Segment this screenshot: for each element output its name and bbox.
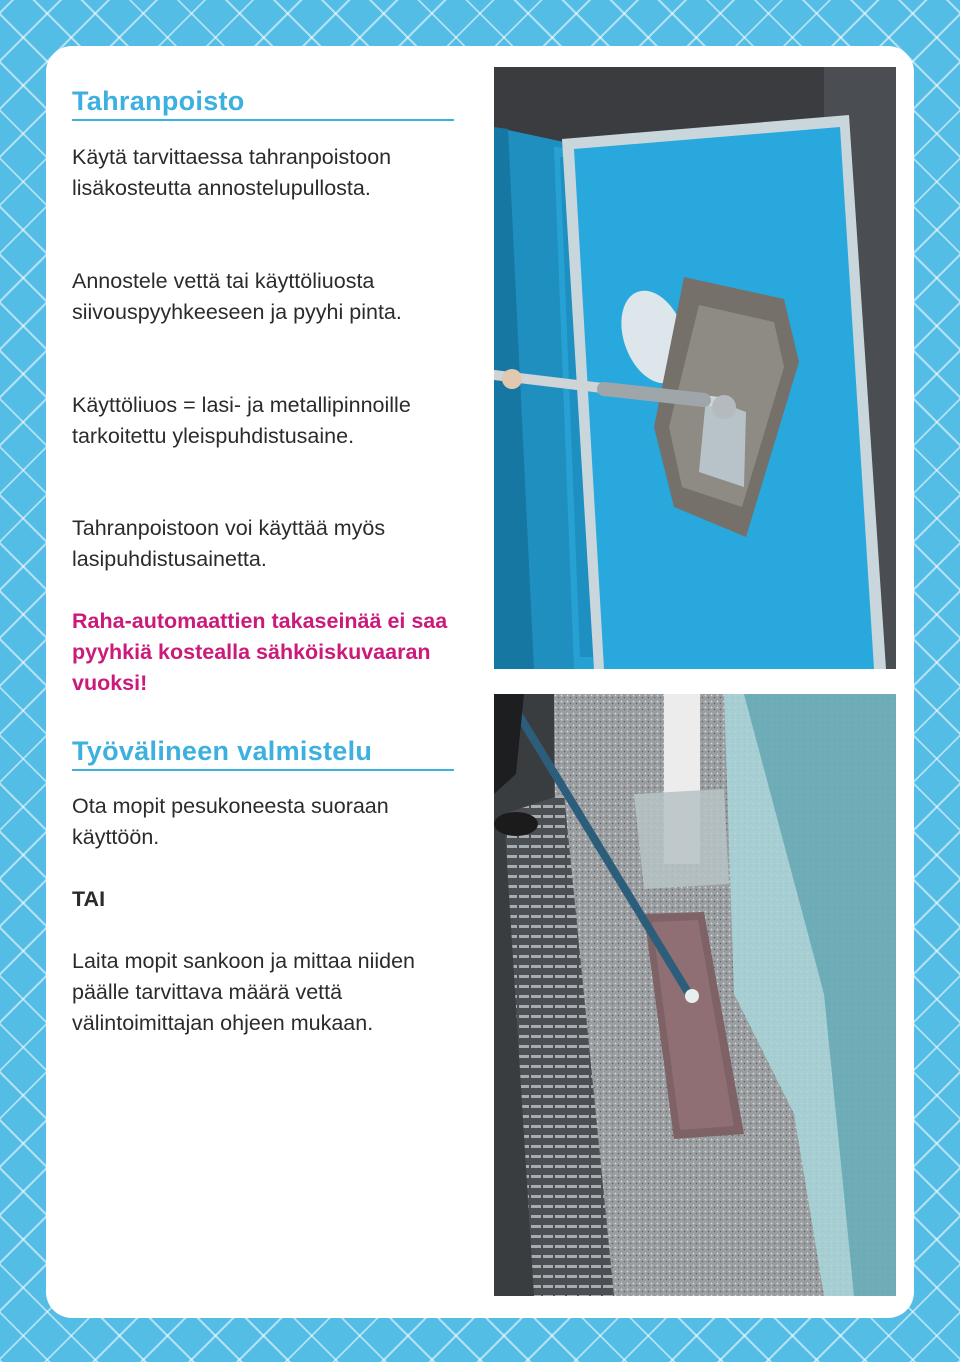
- paragraph-mops-bucket: Laita mopit sankoon ja mittaa niiden päälle tarvittava määrä vettä välintoimittajan ohjeen mukaan.: [72, 949, 416, 1035]
- section-title-tool-preparation: Työvälineen valmistelu: [72, 736, 454, 771]
- paragraph-glass-cleaner: Tahranpoistoon voi käyttää myös lasipuhdistusainetta.: [72, 516, 386, 571]
- section-title-stain-removal: Tahranpoisto: [72, 86, 454, 121]
- photo-floor-mopping: [494, 694, 896, 1296]
- paragraph-solution-definition: Käyttöliuos = lasi- ja metallipinnoille tarkoitettu yleispuhdistusaine.: [72, 393, 411, 448]
- photo-atm-panel-cleaning: [494, 67, 896, 669]
- paragraph-mops-direct: Ota mopit pesukoneesta suoraan käyttöön.: [72, 794, 389, 849]
- warning-atm-shock: Raha-automaattien takaseinää ei saa pyyhkiä kostealla sähköiskuvaaran vuoksi!: [72, 609, 448, 695]
- paragraph-dispense-moisture: Käytä tarvittaessa tahranpoistoon lisäkosteutta annostelupullosta.: [72, 145, 392, 200]
- or-label: TAI: [72, 887, 106, 911]
- paragraph-wipe-surface: Annostele vettä tai käyttöliuosta siivouspyyhkeeseen ja pyyhi pinta.: [72, 269, 402, 324]
